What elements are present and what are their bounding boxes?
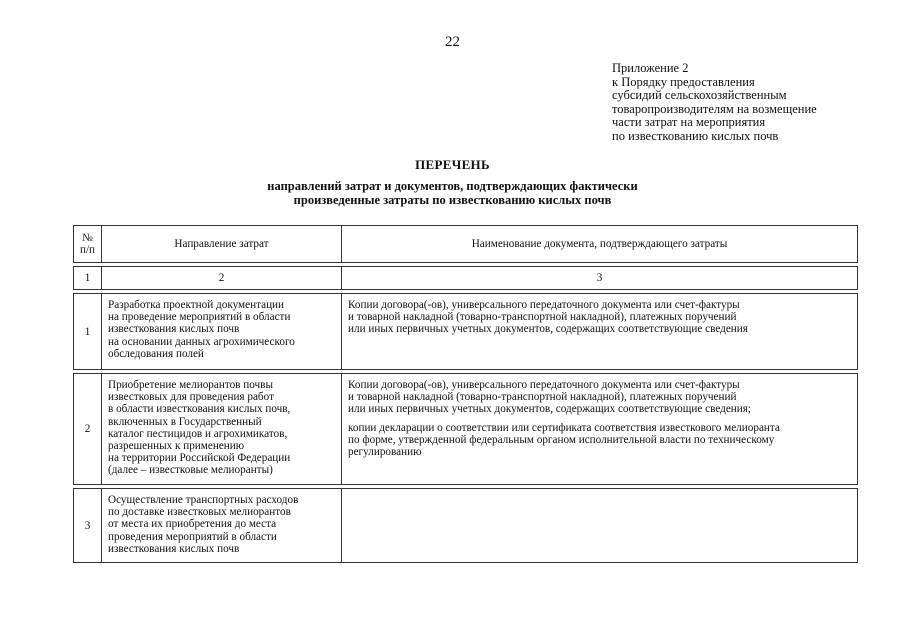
appendix-line: субсидий сельскохозяйственным <box>612 88 787 103</box>
direction-line: Разработка проектной документации <box>108 299 285 311</box>
direction-line: известковых для проведения работ <box>108 391 274 404</box>
document-line: или иных первичных учетных документов, содержащих соответствующие сведения; <box>348 403 752 416</box>
expenses-table <box>73 225 858 563</box>
appendix-line: части затрат на мероприятия <box>612 115 766 130</box>
document-line: регулированию <box>348 446 422 459</box>
appendix-line: по известкованию кислых почв <box>612 128 779 143</box>
direction-line: Осуществление транспортных расходов <box>108 494 299 506</box>
direction-line: Приобретение мелиорантов почвы <box>108 379 273 391</box>
document-line: Копии договора(-ов), универсального передаточного документа или счет-фактуры <box>348 379 740 391</box>
document-line: и товарной накладной (товарно-транспортной накладной), платежных поручений <box>348 391 737 404</box>
column-numbers-row <box>74 267 858 290</box>
direction-line: на основании данных агрохимического <box>108 335 295 348</box>
row-documents <box>342 374 858 485</box>
direction-line: известкования кислых почв <box>108 323 240 336</box>
direction-line: (далее – известковые мелиоранты) <box>108 464 273 477</box>
column-number: 3 <box>342 267 858 290</box>
document-line: Копии договора(-ов), универсального передаточного документа или счет-фактуры <box>348 299 740 311</box>
appendix-line: товаропроизводителям на возмещение <box>612 101 817 116</box>
subtitle-line: произведенные затраты по известкованию кислых почв <box>293 192 612 207</box>
header-direction-cell: Направление затрат <box>102 226 342 263</box>
row-number: 2 <box>74 374 102 485</box>
table-row <box>74 374 858 485</box>
direction-line: на территории Российской Федерации <box>108 452 291 465</box>
page-number: 22 <box>445 34 460 50</box>
header-num-sign: № <box>82 232 93 244</box>
column-number: 1 <box>74 267 102 290</box>
subtitle-line: направлений затрат и документов, подтверждающих фактически <box>267 179 638 193</box>
direction-line: разрешенных к применению <box>108 440 245 453</box>
row-number: 3 <box>74 489 102 563</box>
header-document-cell: Наименование документа, подтверждающего затраты <box>342 226 858 263</box>
appendix-block <box>612 62 902 144</box>
direction-line: от места их приобретения до места <box>108 518 277 531</box>
direction-line: известкования кислых почв <box>108 542 240 555</box>
row-number: 1 <box>74 294 102 370</box>
row-documents <box>342 294 858 370</box>
table-header-row <box>74 226 858 263</box>
header-num-cell <box>74 226 102 263</box>
direction-line: каталог пестицидов и агрохимикатов, <box>108 427 288 440</box>
appendix-line: к Порядку предоставления <box>612 74 755 89</box>
direction-line: проведения мероприятий в области <box>108 530 277 543</box>
row-direction <box>102 294 342 370</box>
document-line: и товарной накладной (товарно-транспортной накладной), платежных поручений <box>348 311 737 324</box>
row-documents <box>342 489 858 563</box>
table-row <box>74 489 858 563</box>
direction-line: в области известкования кислых почв, <box>108 403 291 416</box>
direction-line: включенных в Государственный <box>108 415 262 428</box>
appendix-line: Приложение 2 <box>612 61 689 75</box>
row-direction <box>102 374 342 485</box>
document-line: по форме, утвержденной федеральным органом исполнительной власти по техническому <box>348 433 775 446</box>
document-subtitle <box>0 180 905 207</box>
direction-line: по доставке известковых мелиорантов <box>108 506 291 519</box>
direction-line: обследования полей <box>108 347 204 360</box>
column-number: 2 <box>102 267 342 290</box>
direction-line: на проведение мероприятий в области <box>108 311 291 324</box>
row-direction <box>102 489 342 563</box>
table-row <box>74 294 858 370</box>
header-num-abbr: п/п <box>79 244 96 256</box>
document-line: копии декларации о соответствии или сертификата соответствия известкового мелиоранта <box>348 421 780 434</box>
document-line: или иных первичных учетных документов, содержащих соответствующие сведения <box>348 323 748 336</box>
document-title: ПЕРЕЧЕНЬ <box>415 157 490 172</box>
